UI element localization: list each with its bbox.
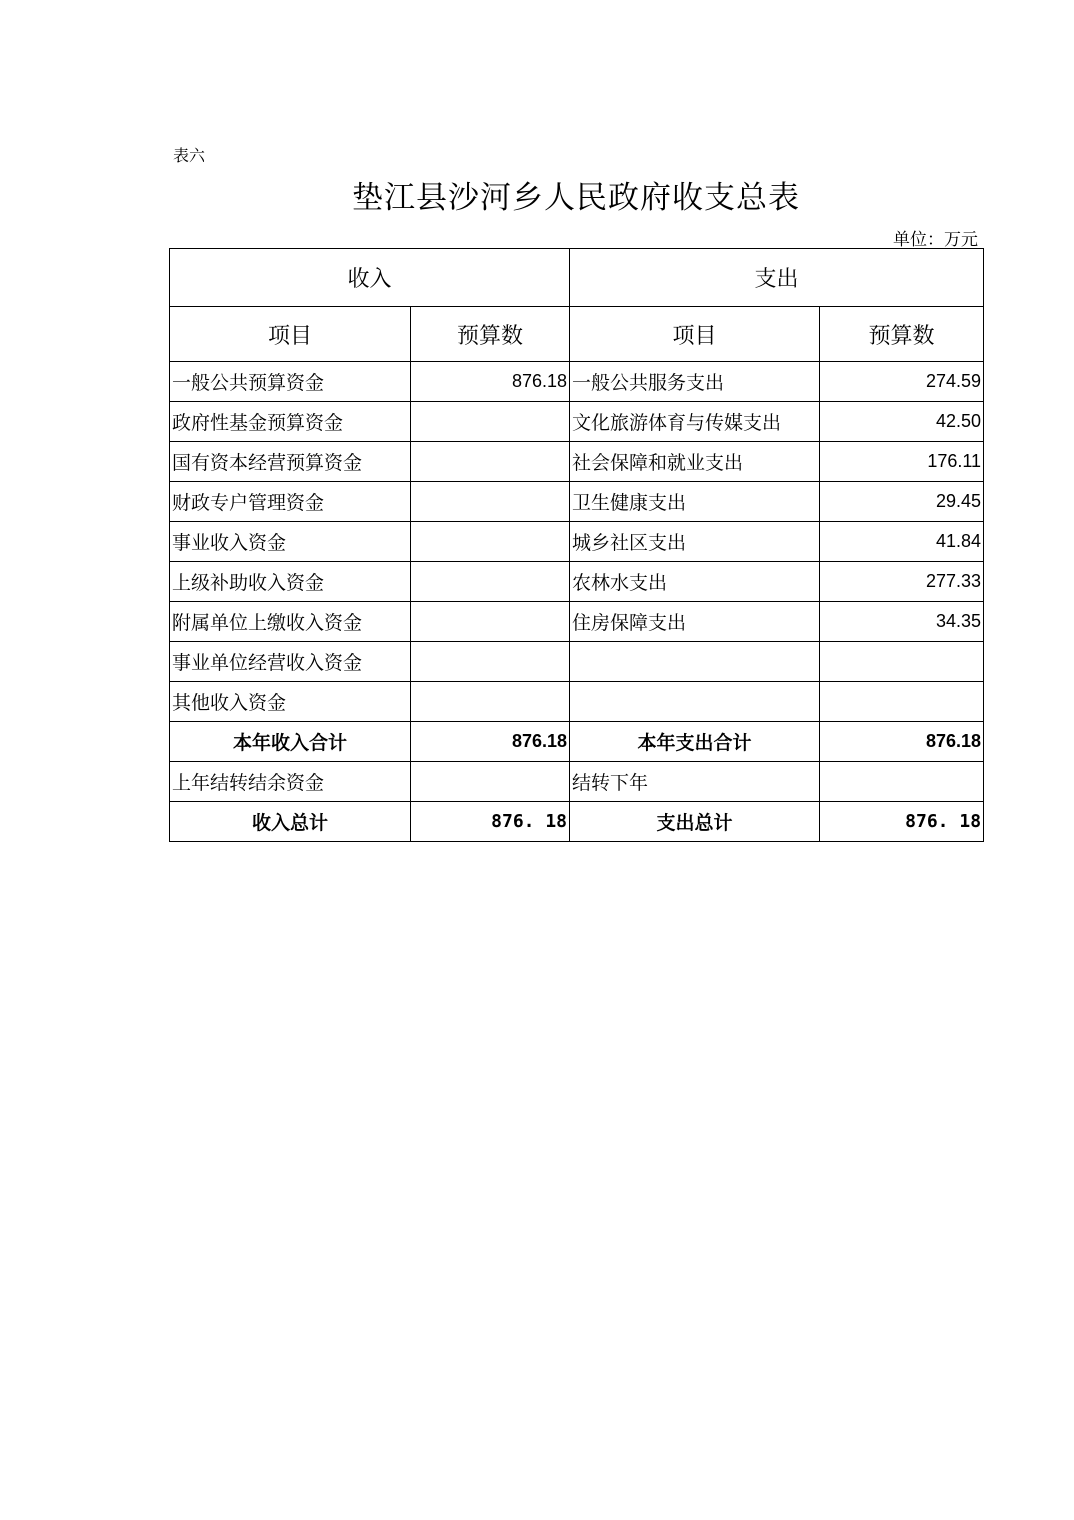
table-row [170, 642, 984, 682]
income-value [411, 602, 570, 642]
expense-value: 29.45 [820, 482, 984, 522]
grand-expense-total-value: 876. 18 [820, 802, 984, 842]
carry-expense-label: 结转下年 [570, 762, 820, 802]
budget-summary-table [169, 248, 984, 842]
table-row [170, 402, 984, 442]
expense-value: 42.50 [820, 402, 984, 442]
table-row [170, 362, 984, 402]
income-item: 一般公共预算资金 [170, 362, 411, 402]
year-income-total-value: 876.18 [411, 722, 570, 762]
expense-value: 41.84 [820, 522, 984, 562]
page-title: 垫江县沙河乡人民政府收支总表 [352, 180, 800, 216]
table-row [170, 602, 984, 642]
income-value [411, 682, 570, 722]
expense-item: 农林水支出 [570, 562, 820, 602]
income-value [411, 562, 570, 602]
expense-section-header: 支出 [570, 249, 984, 307]
grand-income-total-label: 收入总计 [170, 802, 411, 842]
column-header-row [170, 307, 984, 362]
income-item-header: 项目 [170, 307, 411, 362]
income-item: 财政专户管理资金 [170, 482, 411, 522]
expense-item: 社会保障和就业支出 [570, 442, 820, 482]
section-header-row [170, 249, 984, 307]
table-row [170, 682, 984, 722]
table-tag: 表六 [173, 146, 206, 165]
income-item: 附属单位上缴收入资金 [170, 602, 411, 642]
table-row [170, 562, 984, 602]
income-value [411, 482, 570, 522]
expense-item: 卫生健康支出 [570, 482, 820, 522]
table-row [170, 442, 984, 482]
carry-expense-value [820, 762, 984, 802]
year-expense-total-value: 876.18 [820, 722, 984, 762]
expense-value [820, 682, 984, 722]
expense-item-header: 项目 [570, 307, 820, 362]
expense-value: 34.35 [820, 602, 984, 642]
expense-item: 住房保障支出 [570, 602, 820, 642]
income-item: 其他收入资金 [170, 682, 411, 722]
expense-budget-header: 预算数 [820, 307, 984, 362]
year-total-row [170, 722, 984, 762]
income-item: 政府性基金预算资金 [170, 402, 411, 442]
expense-value [820, 642, 984, 682]
year-income-total-label: 本年收入合计 [170, 722, 411, 762]
carry-row [170, 762, 984, 802]
expense-value: 176.11 [820, 442, 984, 482]
expense-item: 文化旅游体育与传媒支出 [570, 402, 820, 442]
income-item: 事业收入资金 [170, 522, 411, 562]
unit-label: 单位：万元 [893, 230, 978, 250]
grand-expense-total-label: 支出总计 [570, 802, 820, 842]
income-item: 上级补助收入资金 [170, 562, 411, 602]
income-budget-header: 预算数 [411, 307, 570, 362]
year-expense-total-label: 本年支出合计 [570, 722, 820, 762]
income-item: 国有资本经营预算资金 [170, 442, 411, 482]
income-value: 876.18 [411, 362, 570, 402]
expense-item: 一般公共服务支出 [570, 362, 820, 402]
expense-item [570, 682, 820, 722]
grand-income-total-value: 876. 18 [411, 802, 570, 842]
expense-value: 274.59 [820, 362, 984, 402]
income-value [411, 642, 570, 682]
income-item: 事业单位经营收入资金 [170, 642, 411, 682]
expense-value: 277.33 [820, 562, 984, 602]
income-value [411, 442, 570, 482]
carry-income-label: 上年结转结余资金 [170, 762, 411, 802]
carry-income-value [411, 762, 570, 802]
income-section-header: 收入 [170, 249, 570, 307]
income-value [411, 522, 570, 562]
income-value [411, 402, 570, 442]
grand-total-row [170, 802, 984, 842]
table-row [170, 522, 984, 562]
expense-item [570, 642, 820, 682]
expense-item: 城乡社区支出 [570, 522, 820, 562]
table-row [170, 482, 984, 522]
